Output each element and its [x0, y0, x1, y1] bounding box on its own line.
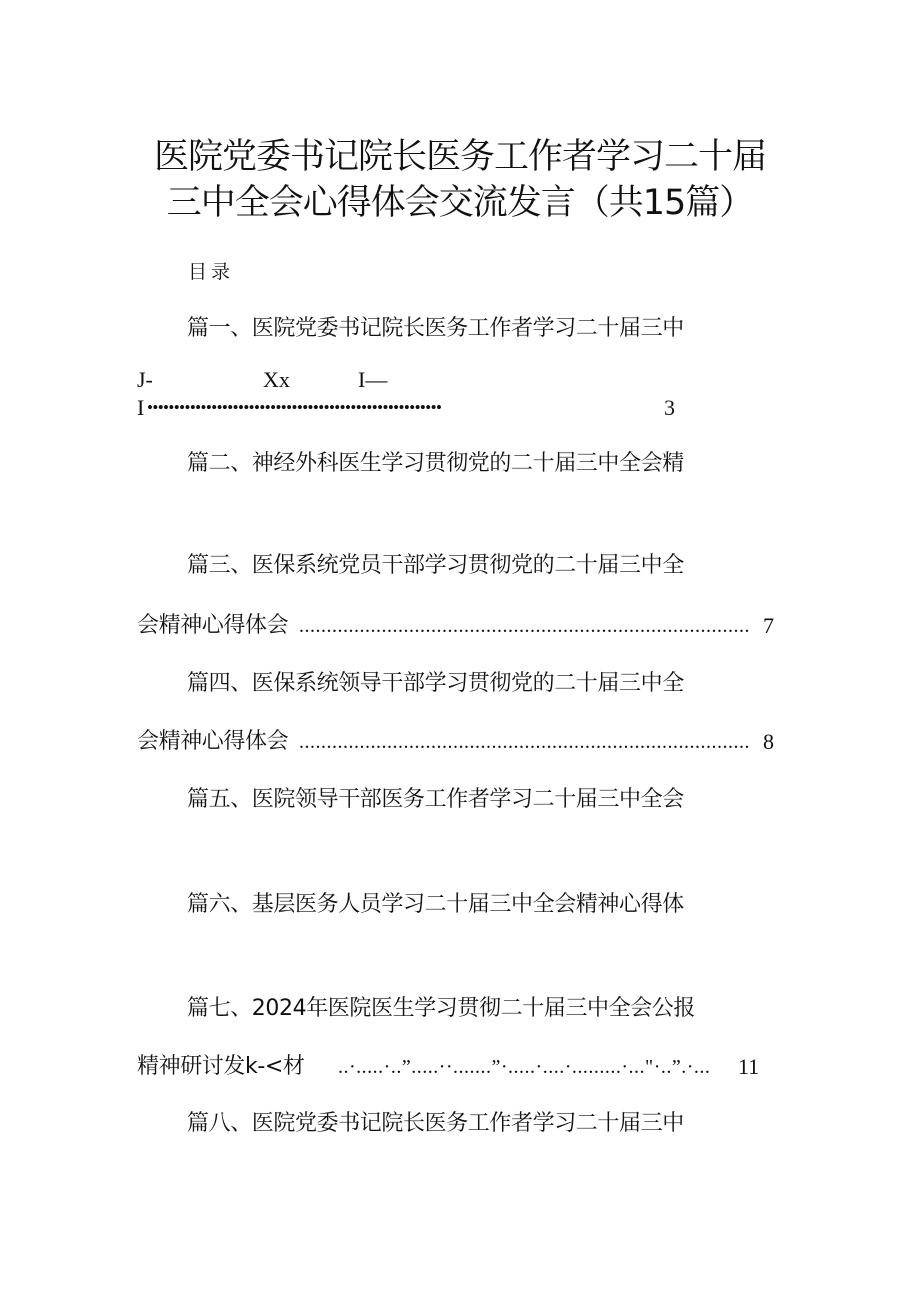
toc-entry-2-heading[interactable]: 篇二、神经外科医生学习贯彻党的二十届三中全会精	[187, 451, 684, 476]
toc-entry-3-leader: ..................................................................................	[299, 615, 750, 637]
toc-entry-3-heading[interactable]: 篇三、医保系统党员干部学习贯彻党的二十届三中全	[187, 553, 684, 578]
toc-entry-1-garble-b: Xx	[263, 367, 290, 392]
toc-entry-1-garble-d: I	[137, 395, 145, 420]
toc-entry-7-continuation[interactable]: 精神研讨发k-<材	[137, 1054, 305, 1079]
toc-entry-3-page-number[interactable]: 7	[763, 613, 774, 638]
toc-entry-7-page-number[interactable]: 11	[738, 1054, 760, 1079]
toc-entry-4-continuation[interactable]: 会精神心得体会	[137, 729, 289, 754]
toc-entry-1-heading[interactable]: 篇一、医院党委书记院长医务工作者学习二十届三中	[187, 316, 684, 341]
toc-entry-1-garble-a: J-	[137, 367, 153, 392]
toc-entry-6-heading[interactable]: 篇六、基层医务人员学习二十届三中全会精神心得体	[187, 892, 684, 917]
toc-entry-1-page-number[interactable]: 3	[664, 395, 675, 420]
toc-entry-7-heading[interactable]: 篇七、2024年医院医生学习贯彻二十届三中全会公报	[187, 996, 695, 1021]
toc-entry-1-leader: •••••••••••••••••••••••••••••••••••••••••••••••••••••••	[147, 398, 442, 417]
toc-entry-4-heading[interactable]: 篇四、医保系统领导干部学习贯彻党的二十届三中全	[187, 671, 684, 696]
toc-entry-4-leader: ..................................................................................	[299, 731, 750, 753]
toc-entry-5-heading[interactable]: 篇五、医院领导干部医务工作者学习二十届三中全会	[187, 787, 684, 812]
toc-entry-1-garble-c: I—	[358, 367, 388, 392]
toc-label: 目录	[188, 261, 235, 283]
document-title-line-1: 医院党委书记院长医务工作者学习二十届	[153, 137, 766, 177]
toc-entry-3-continuation[interactable]: 会精神心得体会	[137, 613, 289, 638]
toc-entry-8-heading[interactable]: 篇八、医院党委书记院长医务工作者学习二十届三中	[187, 1111, 684, 1136]
toc-entry-7-leader: ..·.....·..”.....··.......”·.....·....·.........·..."·..”.·...	[338, 1056, 711, 1078]
document-title-line-2: 三中全会心得体会交流发言（共15篇）	[166, 183, 754, 223]
toc-entry-4-page-number[interactable]: 8	[763, 729, 774, 754]
